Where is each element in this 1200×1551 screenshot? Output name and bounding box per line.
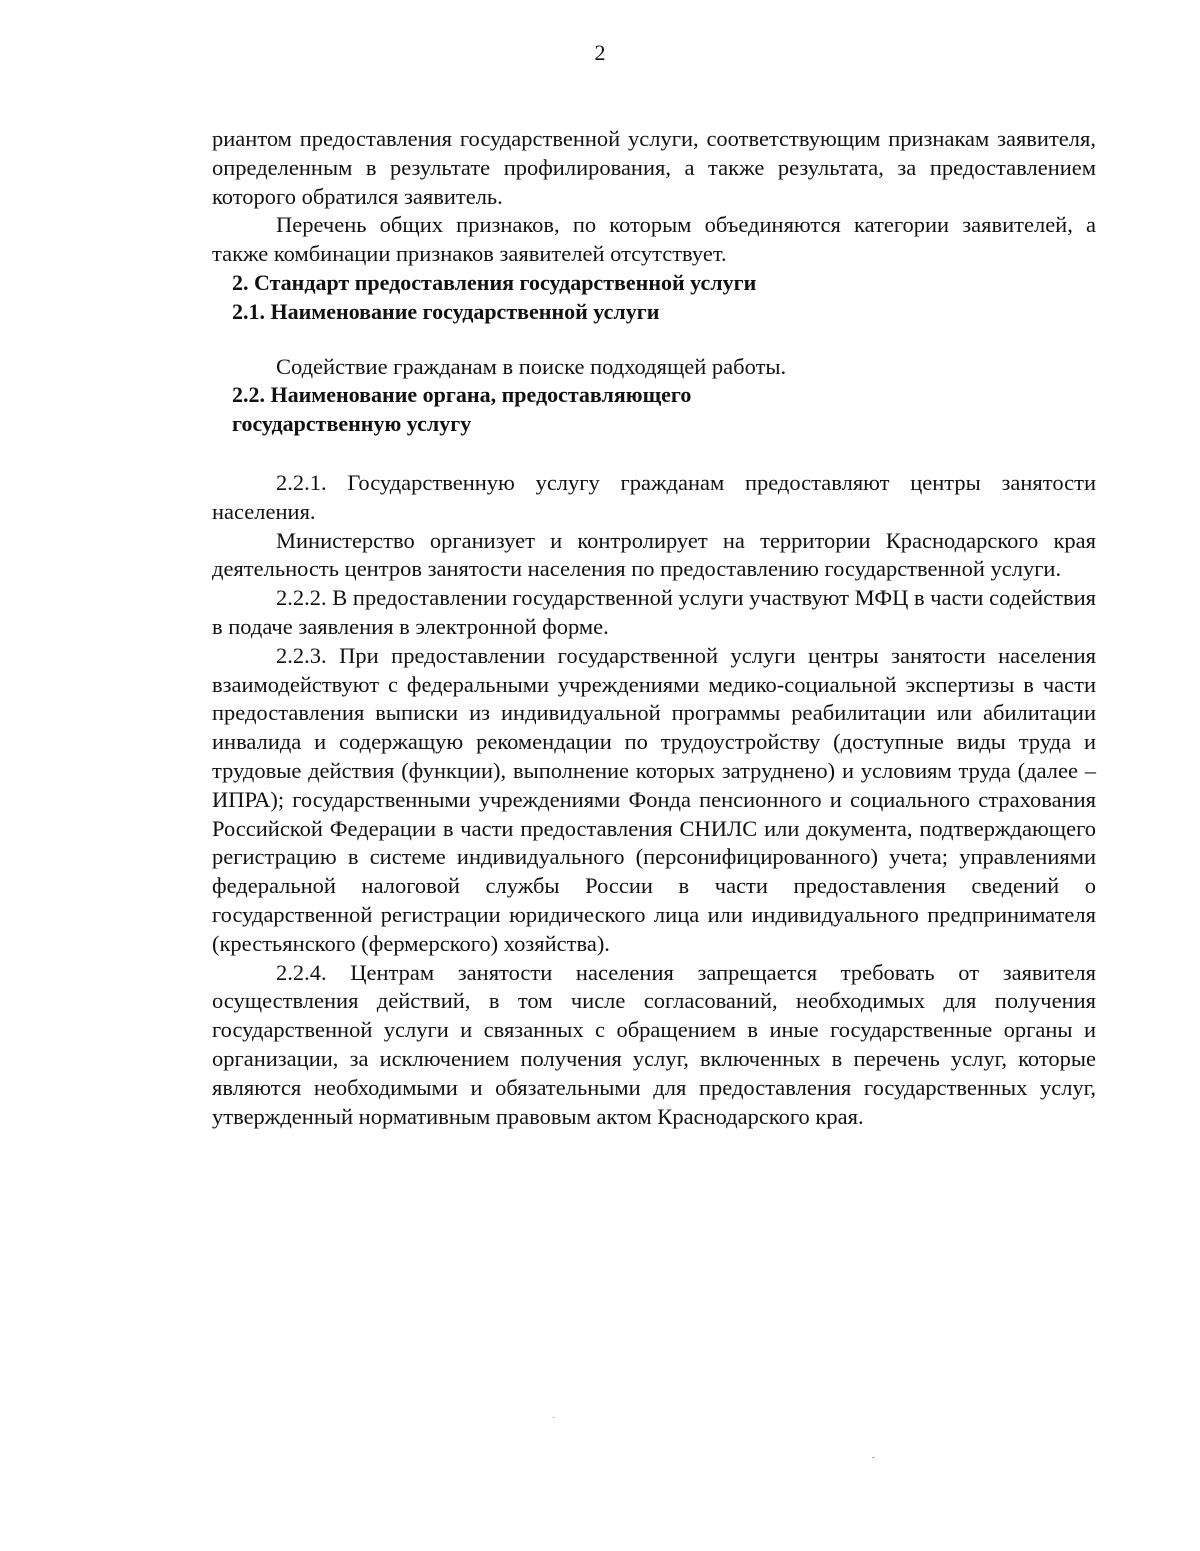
- section-2-1-title: 2.1. Наименование государственной услуги: [232, 298, 660, 324]
- page-number: 2: [594, 40, 606, 65]
- scan-speck: -: [872, 1452, 876, 1463]
- paragraph-ministry: Министерство организует и контролирует на территории Краснодарского края деятельность центров занятости населения по предоставлению государственной услуги.: [212, 527, 1096, 582]
- section-2-title: 2. Стандарт предоставления государственной услуги: [232, 269, 757, 295]
- section-2-2-title-line-1: 2.2. Наименование органа, предоставляющего: [232, 382, 692, 408]
- page-content: [212, 125, 1096, 1131]
- paragraph-2-2-3: 2.2.3. При предоставлении государственной услуги центры занятости населения взаимодействуют с федеральными учреждениями медико-социальной экспертизы в части предоставления выписки из индивидуальной программы реабилитации или абилитации инвалида и содержащую рекомендации по трудоустройству (доступные виды труда и трудовые действия (функции), выполнение которых затруднено) и условиям труда (далее – ИПРА); государственными учреждениями Фонда пенсионного и социального страхования Российской Федерации в части предоставления СНИЛС или документа, подтверждающего регистрацию в системе индивидуального (персонифицированного) учета; управлениями федеральной налоговой службы России в части предоставления сведений о государственной регистрации юридического лица или индивидуального предпринимателя (крестьянского (фермерского) хозяйства).: [212, 642, 1096, 956]
- service-name-paragraph: Содействие гражданам в поиске подходящей работы.: [276, 353, 787, 379]
- paragraph-2-2-1: 2.2.1. Государственную услугу гражданам предоставляют центры занятости населения.: [212, 469, 1096, 524]
- scan-speck: ˏ: [552, 1408, 556, 1419]
- intro-paragraph-1: риантом предоставления государственной услуги, соответствующим признакам заявителя, определенным в результате профилирования, а также результата, за предоставлением которого обратился заявитель.: [212, 126, 1096, 209]
- paragraph-2-2-2: 2.2.2. В предоставлении государственной услуги участвуют МФЦ в части содействия в подаче заявления в электронной форме.: [212, 585, 1096, 639]
- paragraph-2-2-4: 2.2.4. Центрам занятости населения запрещается требовать от заявителя осуществления действий, в том числе согласований, необходимых для получения государственной услуги и связанных с обращением в иные государственные органы и организации, за исключением получения услуг, включенных в перечень услуг, которые являются необходимыми и обязательными для предоставления государственных услуг, утвержденный нормативным правовым актом Краснодарского края.: [212, 959, 1096, 1129]
- section-2-2-title-line-2: государственную услугу: [232, 411, 472, 437]
- intro-paragraph-2: Перечень общих признаков, по которым объединяются категории заявителей, а также комбинации признаков заявителей отсутствует.: [212, 212, 1096, 267]
